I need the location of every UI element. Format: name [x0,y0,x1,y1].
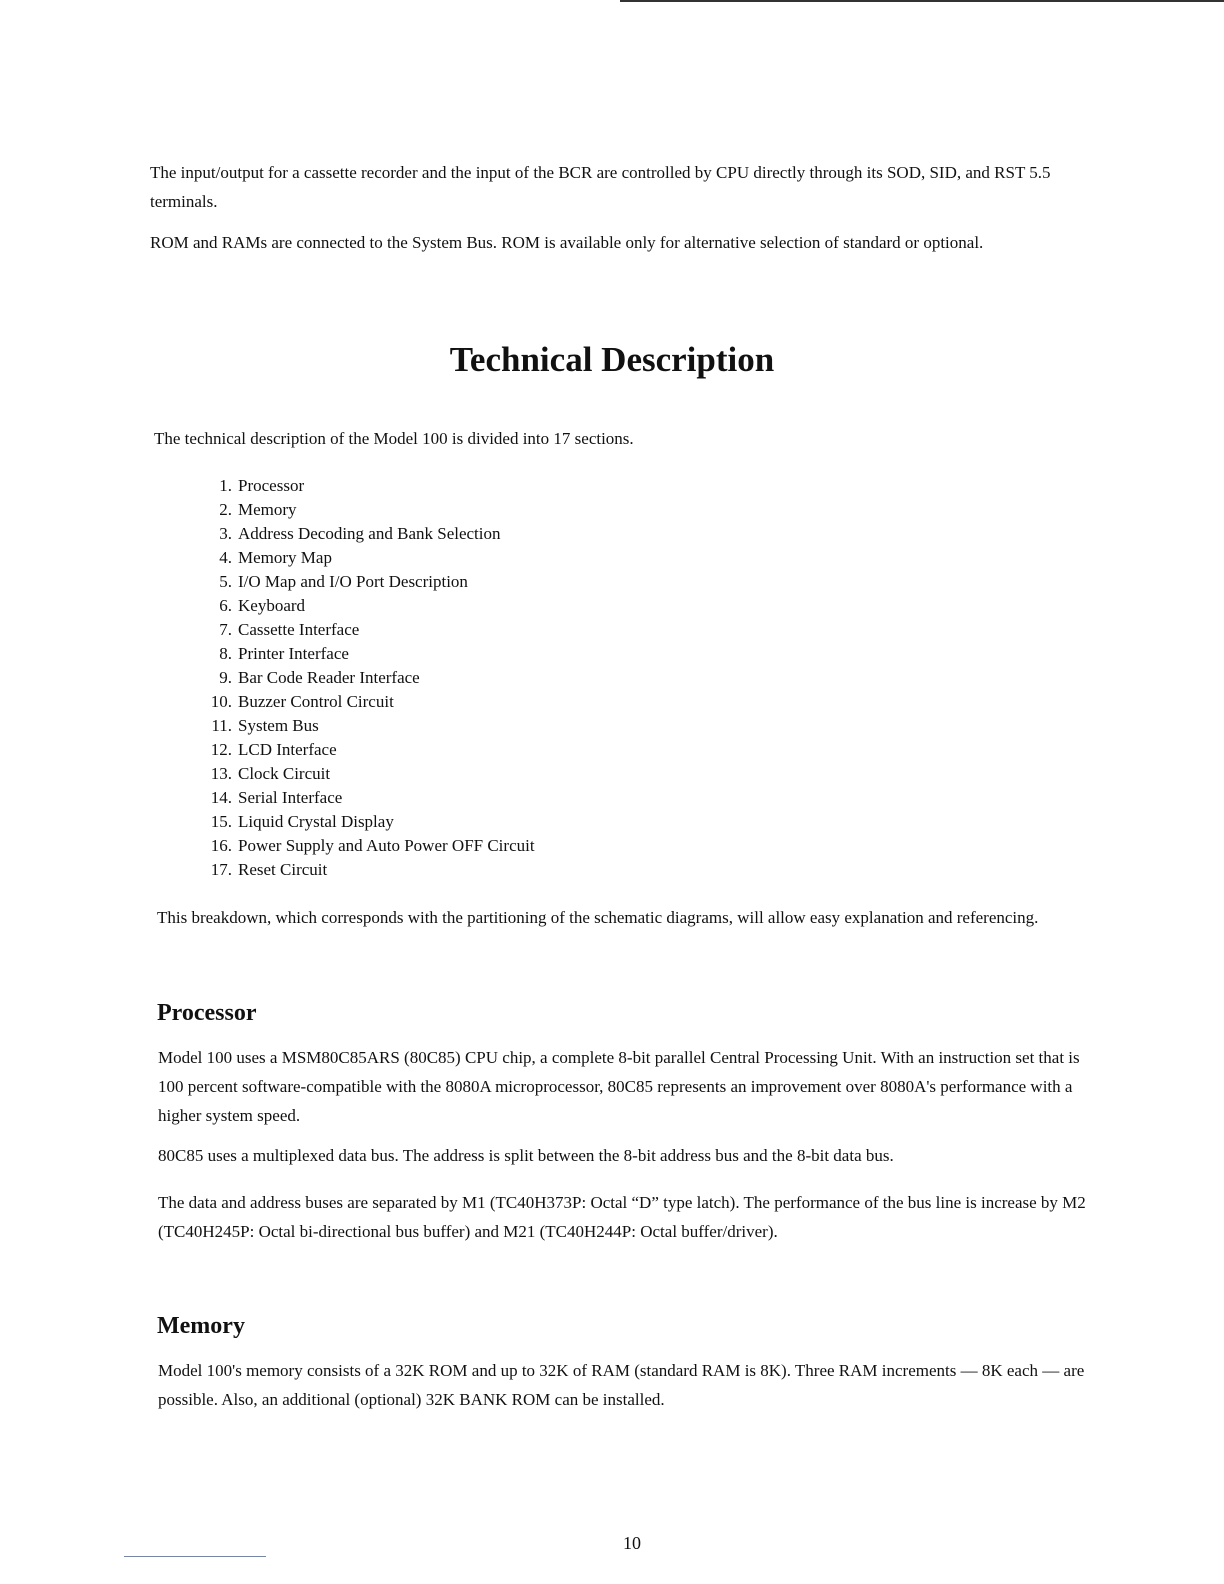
paragraph-processor-latch: The data and address buses are separated by M1 (TC40H373P: Octal “D” type latch). The performance of the bus line is increase by M2 (TC40H245P: Octal bi-directional bus buffer) and M21 (TC40H244P: Octal buffer/driver). [158,1193,1086,1241]
section-label: Bar Code Reader Interface [238,668,420,687]
section-number: 9. [219,668,232,687]
section-number: 4. [219,548,232,567]
section-label: Power Supply and Auto Power OFF Circuit [238,836,535,855]
section-label: Buzzer Control Circuit [238,692,394,711]
section-list-item [200,618,535,642]
section-list-item [200,594,535,618]
section-number: 10. [210,692,232,711]
page-title: Technical Description [449,340,775,379]
section-number: 7. [219,620,232,639]
section-label: Clock Circuit [238,764,331,783]
paragraph-processor-cpu: Model 100 uses a MSM80C85ARS (80C85) CPU chip, a complete 8-bit parallel Central Processing Unit. With an instruction set that is 100 percent software-compatible with the 8080A microprocessor, 80C85 represents an improvement over 8080A's performance with a higher system speed. [158,1048,1080,1125]
section-list-item [200,546,535,570]
top-scan-rule [620,0,1224,2]
section-list [200,474,535,882]
heading-memory: Memory [157,1313,245,1339]
heading-processor: Processor [157,1000,257,1026]
section-label: Memory [238,500,297,519]
paragraph-processor-bus: 80C85 uses a multiplexed data bus. The address is split between the 8-bit address bus and the 8-bit data bus. [158,1146,894,1165]
section-list-item [200,738,535,762]
section-number: 14. [210,788,232,807]
section-number: 11. [211,716,232,735]
section-number: 16. [210,836,232,855]
section-label: LCD Interface [238,740,337,759]
section-number: 8. [219,644,232,663]
section-label: Address Decoding and Bank Selection [238,524,501,543]
section-list-item [200,570,535,594]
section-number: 13. [210,764,232,783]
section-label: Serial Interface [238,788,343,807]
section-label: Liquid Crystal Display [238,812,394,831]
section-label: Memory Map [238,548,332,567]
paragraph-breakdown: This breakdown, which corresponds with the partitioning of the schematic diagrams, will allow easy explanation and referencing. [157,908,1039,927]
section-label: Cassette Interface [238,620,360,639]
section-list-item [200,474,535,498]
section-label: I/O Map and I/O Port Description [238,572,468,591]
section-list-item [200,810,535,834]
section-number: 2. [219,500,232,519]
section-label: Reset Circuit [238,860,328,879]
section-list-item [200,666,535,690]
section-number: 3. [219,524,232,543]
page-number: 10 [623,1533,641,1553]
section-number: 5. [219,572,232,591]
section-list-item [200,786,535,810]
section-list-item [200,762,535,786]
section-label: Printer Interface [238,644,349,663]
paragraph-rom-rams: ROM and RAMs are connected to the System Bus. ROM is available only for alternative selection of standard or optional. [150,233,984,252]
section-label: Processor [238,476,305,495]
section-number: 17. [210,860,232,879]
paragraph-cassette-io: The input/output for a cassette recorder and the input of the BCR are controlled by CPU directly through its SOD, SID, and RST 5.5 terminals. [150,163,1051,211]
section-number: 15. [210,812,232,831]
section-list-item [200,858,535,882]
section-list-item [200,498,535,522]
section-list-item [200,834,535,858]
bottom-scan-rule [124,1556,266,1557]
section-list-item [200,642,535,666]
section-label: System Bus [238,716,319,735]
section-list-item [200,690,535,714]
section-number: 12. [210,740,232,759]
paragraph-overview: The technical description of the Model 100 is divided into 17 sections. [154,429,634,448]
section-list-item [200,522,535,546]
section-list-item [200,714,535,738]
section-label: Keyboard [238,596,306,615]
paragraph-memory: Model 100's memory consists of a 32K ROM and up to 32K of RAM (standard RAM is 8K). Three RAM increments — 8K each — are possible. Also, an additional (optional) 32K BANK ROM can be installed. [158,1361,1085,1409]
section-number: 6. [219,596,232,615]
section-number: 1. [219,476,232,495]
